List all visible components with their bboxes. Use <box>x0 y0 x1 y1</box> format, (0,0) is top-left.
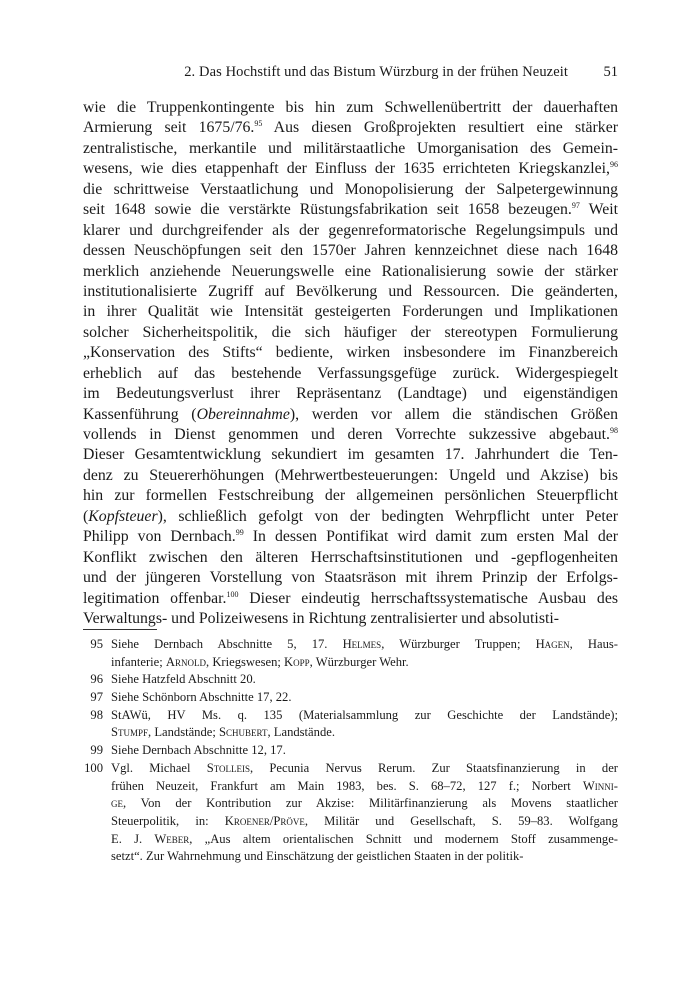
footnote-number: 98 <box>90 707 103 722</box>
footnote-text: , Haus- <box>569 637 618 651</box>
line-text: Dieser eindeutig herrschaftssystematische Ausbau des <box>238 589 618 607</box>
footnote-ref: 97 <box>571 201 580 211</box>
body-line <box>83 221 618 241</box>
footnote-line <box>111 689 618 707</box>
body-line <box>83 405 618 425</box>
author-name: Schubert <box>219 725 268 740</box>
body-line <box>83 200 618 220</box>
body-line <box>83 486 618 506</box>
footnote-line <box>111 848 618 866</box>
line-text: ( <box>83 507 89 525</box>
author-name: Weber <box>154 831 190 846</box>
footnote-number: 100 <box>84 760 103 775</box>
footnote-text: , Landstände; <box>148 725 220 740</box>
author-name: Arnold <box>165 654 207 669</box>
line-text: dessen Neuschöpfungen seit den 1570er Jahren kennzeichnet diese nach 1648 <box>83 242 618 260</box>
footnote-text: infanterie; <box>111 654 166 669</box>
footnote-text: , Militär und Gesellschaft, S. 59–83. Wolfgang <box>304 813 618 828</box>
body-line <box>83 589 618 609</box>
footnote-number: 96 <box>90 672 103 687</box>
footnote-number: 97 <box>90 690 103 705</box>
body-line <box>83 180 618 200</box>
footnote-line <box>111 778 618 796</box>
footnote-text: E. J. <box>111 831 155 846</box>
line-text: legitimation offenbar. <box>83 589 227 607</box>
line-text: hin zur formellen Festschreibung der allgemeinen persönlichen Steuerpflicht <box>83 487 618 505</box>
line-text: in ihrer Qualität wie Intensität gesteigerten Forderungen und Implikationen <box>83 303 618 321</box>
footnote-text: Siehe Hatzfeld Abschnitt 20. <box>111 672 256 687</box>
body-line <box>83 364 618 384</box>
page-number: 51 <box>603 64 618 80</box>
line-text: merklich anziehende Neuerungswelle eine Rationalisierung sowie der stärker <box>83 262 618 280</box>
line-text: wesens, wie dies etappenhaft der Einfluss der 1635 errichteten Kriegskanzlei, <box>83 160 610 178</box>
footnote-line <box>111 795 618 813</box>
footnote-line <box>111 831 618 849</box>
body-line <box>83 282 618 302</box>
author-name: Winni- <box>582 778 618 793</box>
body-line <box>83 548 618 568</box>
footnote-text: , „Aus altem orientalischen Schnitt und modernem Stoff zusammenge- <box>189 831 619 846</box>
footnote-text: , Pecunia Nervus Rerum. Zur Staatsfinanzierung in der <box>250 760 618 775</box>
footnote-number: 99 <box>90 743 103 758</box>
line-text: ), werden vor allem die ständischen Größen <box>289 405 618 423</box>
body-line <box>83 384 618 404</box>
line-text: zentralistische, merkantile und militärstaatliche Umorganisation des Gemein- <box>83 139 618 157</box>
body-line <box>83 323 618 343</box>
author-name: Kopp <box>284 654 310 669</box>
line-text: solcher Sicherheitspolitik, die sich häufiger der stereotypen Formulierung <box>83 323 618 341</box>
line-text: und der jüngeren Vorstellung von Staatsräson mit ihrem Prinzip der Erfolgs- <box>83 569 618 587</box>
line-text: Kassenführung ( <box>83 405 197 423</box>
body-line <box>83 241 618 261</box>
line-text: ), schließlich gefolgt von der bedingten Wehrpflicht unter Peter <box>157 507 618 525</box>
footnote-line <box>111 707 618 725</box>
line-text: Philipp von Dernbach. <box>83 528 236 546</box>
footnote-text: setzt“. Zur Wahrnehmung und Einschätzung der geistlichen Staaten in der politik- <box>111 849 524 864</box>
footnote-text: Steuerpolitik, in: <box>111 813 225 828</box>
italic-term: Obereinnahme <box>196 405 290 423</box>
line-text: In dessen Pontifikat wird damit zum ersten Mal der <box>243 528 619 546</box>
body-line <box>83 139 618 159</box>
body-line <box>83 445 618 465</box>
line-text: Dieser Gesamtentwicklung sekundiert im gesamten 17. Jahrhundert die Ten- <box>83 446 618 464</box>
body-line <box>83 159 618 179</box>
footnote-text: Siehe Dernbach Abschnitte 12, 17. <box>111 743 286 758</box>
footnote-line <box>111 742 618 760</box>
footnote-rule <box>83 629 157 630</box>
footnote-text: , Würzburger Truppen; <box>381 637 536 651</box>
line-text: Armierung seit 1675/76. <box>83 119 255 137</box>
footnote-line <box>111 813 618 831</box>
footnote-ref: 95 <box>254 119 263 129</box>
footnote <box>83 636 618 671</box>
footnote-ref: 99 <box>235 528 244 538</box>
body-text <box>83 98 618 629</box>
line-text: erheblich auf das bestehende Verfassungsgefüge zurück. Widergespiegelt <box>83 364 618 382</box>
footnote <box>83 742 618 760</box>
footnote-text: Siehe Dernbach Abschnitte 5, 17. <box>111 637 343 651</box>
author-name: Stumpf <box>111 725 149 740</box>
footnote-text: StAWü, HV Ms. q. 135 (Materialsammlung zur Geschichte der Landstände); <box>111 707 618 722</box>
body-line <box>83 98 618 118</box>
line-text: denz zu Steuererhöhungen (Mehrwertbesteuerungen: Ungeld und Akzise) bis <box>83 466 618 484</box>
line-text: die schrittweise Verstaatlichung und Monopolisierung der Salpetergewinnung <box>83 180 618 198</box>
line-text: seit 1648 sowie die verstärkte Rüstungsfabrikation seit 1658 bezeugen. <box>83 201 572 219</box>
line-text: Konflikt zwischen den älteren Herrschaftsinstitutionen und -gepflogenheiten <box>83 548 618 566</box>
running-header <box>83 64 618 86</box>
running-title: 2. Das Hochstift und das Bistum Würzburg in der frühen Neuzeit <box>184 64 568 80</box>
footnote-text: , Kriegswesen; <box>206 654 285 669</box>
body-line <box>83 568 618 588</box>
footnote-line <box>111 724 618 742</box>
footnote-line <box>111 760 618 778</box>
line-text: Aus diesen Großprojekten resultiert eine stärker <box>262 119 618 137</box>
body-line <box>83 343 618 363</box>
footnote-text: , Würzburger Wehr. <box>309 654 409 669</box>
footnote <box>83 707 618 742</box>
footnote-ref: 98 <box>610 426 618 435</box>
footnote-text: frühen Neuzeit, Frankfurt am Main 1983, bes. S. 68–72, 127 f.; Norbert <box>111 778 583 793</box>
body-line <box>83 466 618 486</box>
body-line <box>83 262 618 282</box>
footnote-text: Siehe Schönborn Abschnitte 17, 22. <box>111 690 292 705</box>
footnote-line <box>111 671 618 689</box>
author-name: Helmes <box>342 637 382 651</box>
line-text: vollends in Dienst genommen und deren Vorrechte sukzessive abgebaut. <box>83 426 610 443</box>
footnote-text: , Landstände. <box>267 725 335 740</box>
line-text: wie die Truppenkontingente bis hin zum Schwellenübertritt der dauerhaften <box>83 99 618 116</box>
footnote-number: 95 <box>90 637 103 651</box>
line-text: im Bedeutungsverlust ihrer Repräsentanz (Landtage) und eigenständigen <box>83 385 618 403</box>
author-name: Hagen <box>535 637 570 651</box>
line-text: institutionalisierte Zugriff auf Bevölkerung und Ressourcen. Die geänderten, <box>83 282 618 300</box>
footnote-line <box>111 636 618 654</box>
line-text: klarer und durchgreifender als der gegenreformatorische Regelungsimpuls und <box>83 221 618 239</box>
footnotes <box>83 636 618 866</box>
line-text: Verwaltungs- und Polizeiwesens in Richtung zentralisierter und absolutisti- <box>83 609 560 627</box>
footnote-text: Vgl. Michael <box>111 760 207 775</box>
italic-term: Kopfsteuer <box>88 507 158 525</box>
footnote <box>83 760 618 866</box>
body-line <box>83 527 618 547</box>
body-line <box>83 507 618 527</box>
body-line <box>83 118 618 138</box>
line-text: „Konservation des Stifts“ bediente, wirken insbesondere im Finanzbereich <box>83 344 618 362</box>
author-name: ge <box>111 796 123 811</box>
author-name: Stolleis <box>206 760 251 775</box>
footnote-ref: 96 <box>610 160 618 170</box>
body-line <box>83 302 618 322</box>
footnote-ref: 100 <box>226 589 239 599</box>
footnote-line <box>111 654 618 672</box>
author-name: Kroener/Pröve <box>224 813 305 828</box>
footnote <box>83 689 618 707</box>
body-line <box>83 609 618 629</box>
body-line <box>83 425 618 445</box>
footnote-text: , Von der Kontribution zur Akzise: Militärfinanzierung als Movens staatlicher <box>123 796 618 811</box>
line-text: Weit <box>579 201 618 219</box>
footnote <box>83 671 618 689</box>
